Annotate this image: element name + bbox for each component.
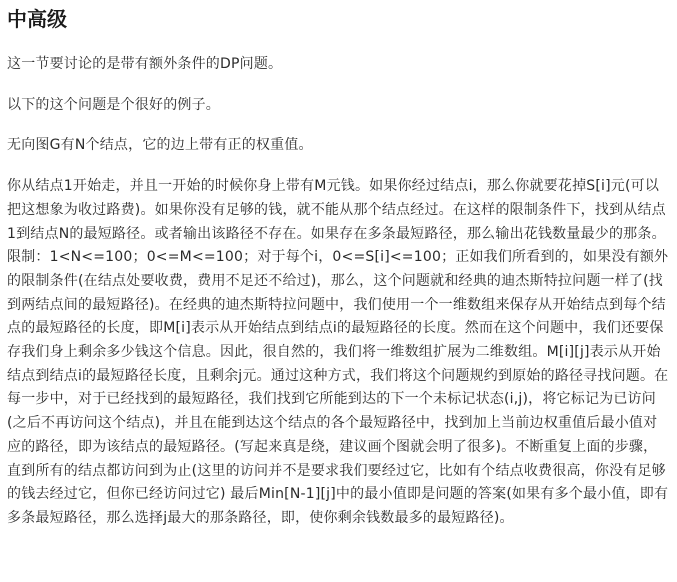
paragraph-problem-explanation: 你从结点1开始走，并且一开始的时候你身上带有M元钱。如果你经过结点i，那么你就要花掉S[i]元(可以把这想象为收过路费)。如果你没有足够的钱，就不能从那个结点经过。在这样的限制条件下，找到从结点1到结点N的最短路径。或者输出该路径不存在。如果存在多条最短路径，那么输出花钱数量最少的那条。限制：1<N<=100；0<=M<=100；对于每个i，0<=S[i]<=100；正如我们所看到的，如果没有额外的限制条件(在结点处要收费，费用不足还不给过)，那么，这个问题就和经典的迪杰斯特拉问题一样了(找到两结点间的最短路径)。在经典的迪杰斯特拉问题中，我们使用一个一维数组来保存从开始结点到每个结点的最短路径的长度，即M[i]表示从开始结点到结点i的最短路径的长度。然而在这个问题中，我们还要保存我们身上剩余多少钱这个信息。因此，很自然的，我们将一维数组扩展为二维数组。M[i][j]表示从开始结点到结点i的最短路径长度，且剩余j元。通过这种方式，我们将这个问题规约到原始的路径寻找问题。在每一步中，对于已经找到的最短路径，我们找到它所能到达的下一个未标记状态(i,j)，将它标记为已访问(之后不再访问这个结点)，并且在能到达这个结点的各个最短路径中，找到加上当前边权重值后最小值对应的路径，即为该结点的最短路径。(写起来真是绕，建议画个图就会明了很多)。不断重复上面的步骤，直到所有的结点都访问到为止(这里的访问并不是要求我们要经过它，比如有个结点收费很高，你没有足够的钱去经过它，但你已经访问过它) 最后Min[N-1][j]中的最小值即是问题的答案(如果有多个最小值，即有多条最短路径，那么选择j最大的那条路径，即，使你剩余钱数最多的最短路径)。 — [7, 178, 669, 526]
paragraph-example: 以下的这个问题是个很好的例子。 — [7, 96, 220, 113]
section-heading: 中高级 — [7, 7, 67, 31]
paragraph-intro: 这一节要讨论的是带有额外条件的DP问题。 — [7, 56, 283, 72]
paragraph-graph-definition: 无向图G有N个结点，它的边上带有正的权重值。 — [7, 137, 313, 154]
